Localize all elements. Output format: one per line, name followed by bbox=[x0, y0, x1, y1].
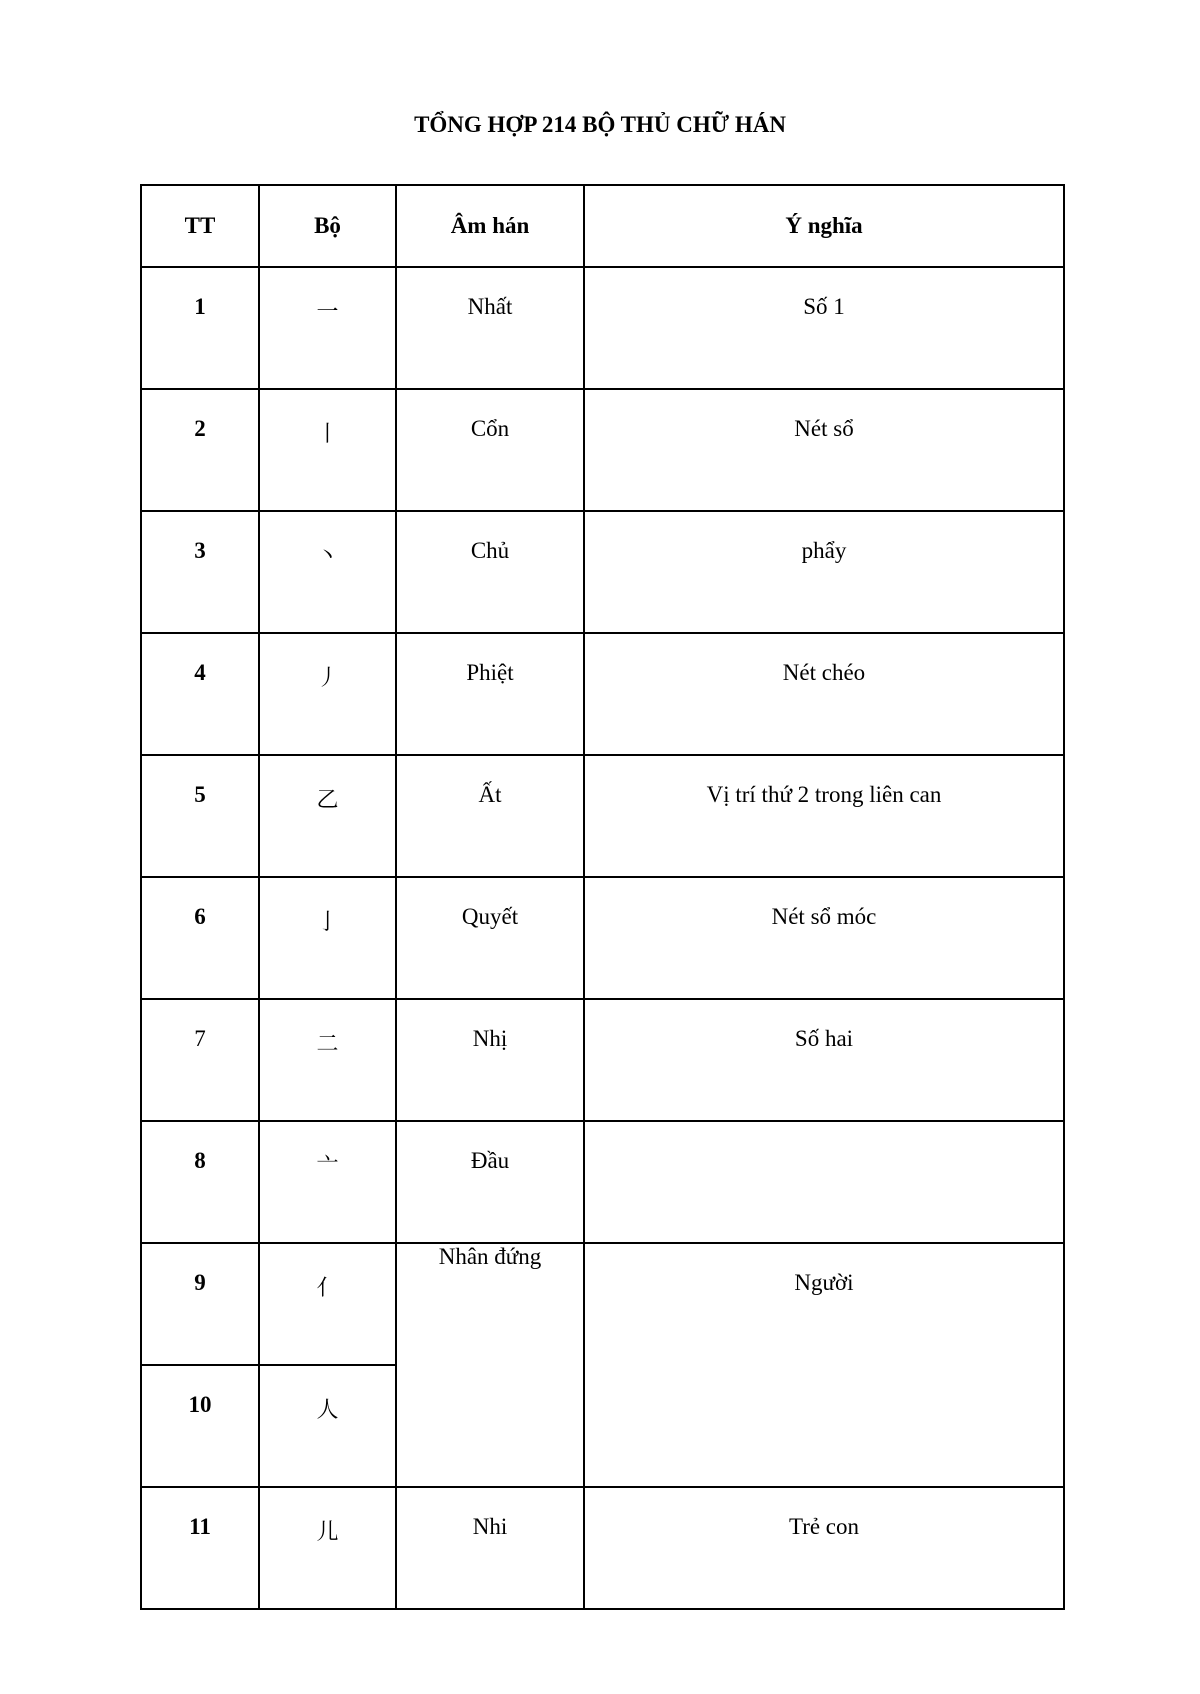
table-row bbox=[141, 1487, 1064, 1609]
radical-glyph: 乙 bbox=[316, 788, 339, 813]
meaning: Vị trí thứ 2 trong liên can bbox=[706, 782, 942, 807]
sino-reading: Ất bbox=[478, 782, 502, 807]
row-number: 2 bbox=[194, 416, 206, 441]
sino-reading: Đầu bbox=[470, 1148, 510, 1173]
header-y-nghia: Ý nghĩa bbox=[584, 185, 1064, 267]
row-number: 1 bbox=[194, 294, 206, 319]
radical-glyph: 亅 bbox=[316, 910, 339, 935]
header-tt: TT bbox=[141, 185, 259, 267]
document-title: TỔNG HỢP 214 BỘ THỦ CHỮ HÁN bbox=[414, 112, 786, 137]
header-am-han: Âm hán bbox=[396, 185, 584, 267]
row-number: 6 bbox=[194, 904, 206, 929]
radical-glyph: 一 bbox=[316, 300, 339, 325]
table-header-row bbox=[141, 185, 1064, 267]
sino-reading: Phiệt bbox=[466, 660, 514, 685]
meaning: Người bbox=[794, 1270, 854, 1295]
table-row bbox=[141, 1243, 1064, 1365]
row-number: 3 bbox=[194, 538, 206, 563]
meaning: Nét sổ móc bbox=[771, 904, 877, 929]
sino-reading: Nhân đứng bbox=[438, 1244, 542, 1269]
radicals-table bbox=[140, 184, 1065, 1610]
table-row bbox=[141, 877, 1064, 999]
table-row bbox=[141, 633, 1064, 755]
row-number: 11 bbox=[189, 1514, 211, 1539]
table-row bbox=[141, 511, 1064, 633]
row-number: 7 bbox=[194, 1026, 206, 1051]
radical-glyph: 儿 bbox=[316, 1520, 339, 1545]
radical-glyph: 人 bbox=[316, 1398, 339, 1423]
row-number: 9 bbox=[194, 1270, 206, 1295]
row-number: 10 bbox=[188, 1392, 212, 1417]
meaning: Số hai bbox=[794, 1026, 854, 1051]
row-number: 4 bbox=[194, 660, 206, 685]
radical-glyph: 丿 bbox=[316, 666, 339, 691]
sino-reading: Chủ bbox=[470, 538, 510, 563]
sino-reading: Nhị bbox=[472, 1026, 508, 1051]
row-number: 5 bbox=[194, 782, 206, 807]
sino-reading: Nhất bbox=[467, 294, 513, 319]
table-row bbox=[141, 999, 1064, 1121]
meaning: Trẻ con bbox=[788, 1514, 860, 1539]
table-row bbox=[141, 389, 1064, 511]
meaning bbox=[585, 1122, 1063, 1148]
sino-reading: Nhi bbox=[472, 1514, 508, 1539]
radical-glyph: 二 bbox=[316, 1032, 339, 1057]
table-row bbox=[141, 755, 1064, 877]
sino-reading: Quyết bbox=[461, 904, 519, 929]
radical-glyph: 丶 bbox=[316, 544, 339, 569]
row-number: 8 bbox=[194, 1148, 206, 1173]
meaning: phẩy bbox=[801, 538, 847, 563]
meaning: Nét chéo bbox=[782, 660, 866, 685]
radical-glyph: 亻 bbox=[316, 1276, 339, 1301]
radical-glyph: 丨 bbox=[316, 422, 339, 447]
table-row bbox=[141, 267, 1064, 389]
sino-reading: Cổn bbox=[470, 416, 510, 441]
header-bo: Bộ bbox=[259, 185, 396, 267]
radical-glyph: 亠 bbox=[316, 1154, 339, 1179]
table-row bbox=[141, 1121, 1064, 1243]
meaning: Nét sổ bbox=[794, 416, 854, 441]
meaning: Số 1 bbox=[803, 294, 845, 319]
